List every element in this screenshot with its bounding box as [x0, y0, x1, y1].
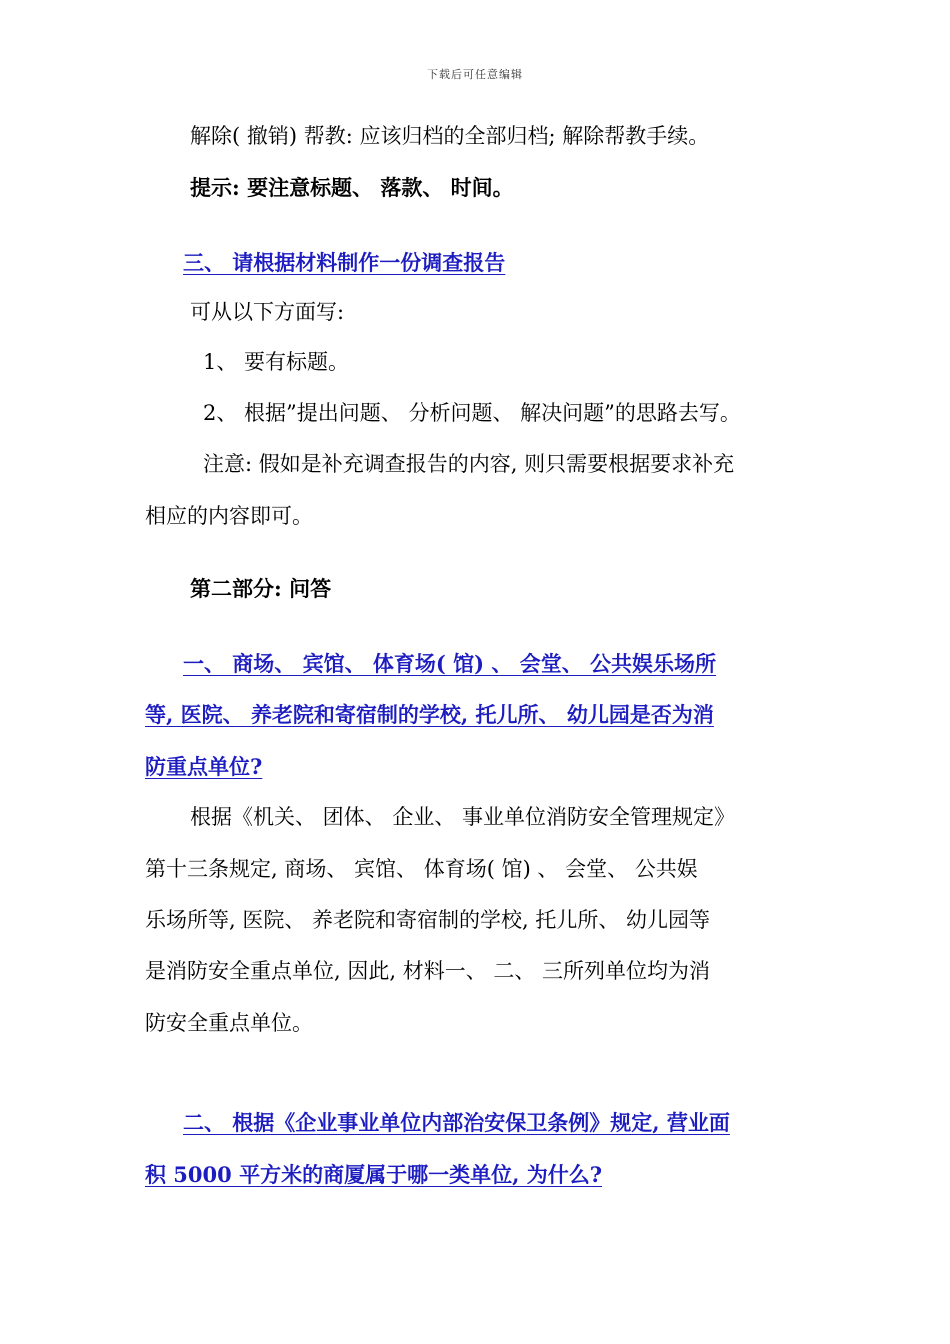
question-1-line[interactable]: 一、 商场、 宾馆、 体育场( 馆) 、 会堂、 公共娱乐场所 [183, 651, 717, 676]
answer-line: 根据《机关、 团体、 企业、 事业单位消防安全管理规定》 [190, 805, 736, 829]
question-1-line[interactable]: 防重点单位? [145, 754, 263, 779]
answer-line: 防安全重点单位。 [145, 1011, 313, 1035]
answer-line: 是消防安全重点单位, 因此, 材料一、 二、 三所列单位均为消 [145, 959, 711, 983]
text-line: 注意: 假如是补充调查报告的内容, 则只需要根据要求补充 [203, 452, 735, 476]
part-heading: 第二部分: 问答 [190, 576, 332, 601]
list-item: 2、 根据”提出问题、 分析问题、 解决问题”的思路去写。 [203, 401, 741, 425]
page-header: 下载后可任意编辑 [427, 68, 523, 81]
answer-line: 乐场所等, 医院、 养老院和寄宿制的学校, 托儿所、 幼儿园等 [145, 908, 711, 932]
question-2-line[interactable]: 二、 根据《企业事业单位内部治安保卫条例》规定, 营业面 [183, 1110, 730, 1135]
question-1-line[interactable]: 等, 医院、 养老院和寄宿制的学校, 托儿所、 幼儿园是否为消 [145, 702, 714, 727]
answer-line: 第十三条规定, 商场、 宾馆、 体育场( 馆) 、 会堂、 公共娱 [145, 857, 698, 881]
text-line: 可从以下方面写: [190, 300, 345, 324]
text-line: 相应的内容即可。 [145, 504, 313, 528]
section-heading-3[interactable]: 三、 请根据材料制作一份调查报告 [183, 250, 506, 275]
question-2-line[interactable]: 积 5000 平方米的商厦属于哪一类单位, 为什么? [145, 1162, 602, 1187]
tip-line: 提示: 要注意标题、 落款、 时间。 [190, 175, 514, 200]
list-item: 1、 要有标题。 [203, 350, 350, 374]
text-line: 解除( 撤销) 帮教: 应该归档的全部归档; 解除帮教手续。 [190, 124, 710, 148]
